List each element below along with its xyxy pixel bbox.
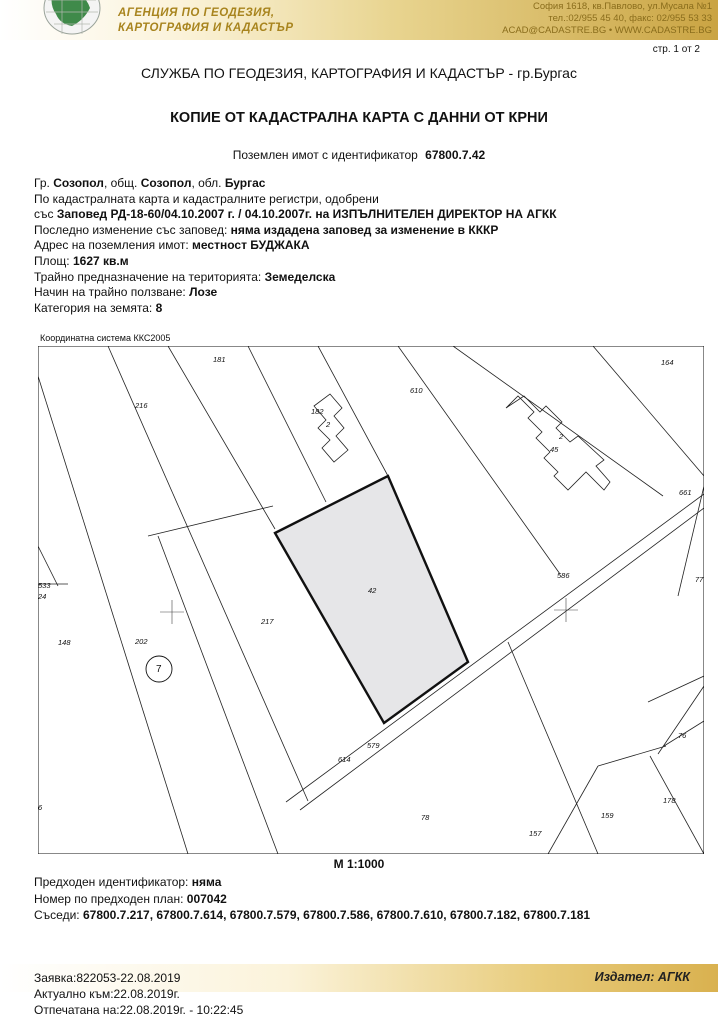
label-45: 45: [550, 445, 559, 454]
issuer: Издател: АГКК: [594, 970, 690, 984]
identifier-value: 67800.7.42: [425, 148, 486, 162]
order-line: със Заповед РД-18-60/04.10.2007 г. / 04.10.2007г. на ИЗПЪЛНИТЕЛЕН ДИРЕКТОР НА АГКК: [34, 207, 557, 222]
label-164: 164: [661, 358, 674, 367]
label-157: 157: [529, 829, 542, 838]
page-number: стр. 1 от 2: [652, 44, 700, 55]
agency-contact: [502, 1, 712, 37]
category-line: Категория на земята: 8: [34, 300, 163, 315]
label-77: 77: [695, 575, 704, 584]
contact-address: София 1618, кв.Павлово, ул.Мусала №1: [532, 1, 712, 12]
label-159: 159: [601, 811, 614, 820]
identifier-label: Поземлен имот с идентификатор: [232, 148, 418, 162]
label-614: 614: [338, 755, 351, 764]
document-title: КОПИЕ ОТ КАДАСТРАЛНА КАРТА С ДАННИ ОТ КРНИ: [170, 110, 548, 126]
location-line: Гр. Созопол, общ. Созопол, обл. Бургас: [34, 176, 266, 190]
footer-info: [34, 970, 243, 1018]
label-178: 178: [663, 796, 676, 805]
agency-name-line2: КАРТОГРАФИЯ И КАДАСТЪР: [118, 22, 294, 34]
label-24: 24: [38, 592, 47, 601]
building-45: [506, 396, 610, 490]
label-78: 78: [421, 813, 430, 822]
building-182: [314, 394, 348, 462]
label-76: 76: [678, 731, 687, 740]
label-661: 661: [679, 488, 692, 497]
label-building-45-floor: 2: [559, 432, 564, 441]
usage-line: Начин на трайно ползване: Лозе: [34, 285, 218, 300]
coordinate-system: Координатна система ККС2005: [40, 333, 171, 343]
label-6: 6: [38, 803, 43, 812]
label-building-182: 2: [326, 420, 331, 429]
label-148: 148: [58, 638, 71, 647]
prev-plan-line: Номер по предходен план: 007042: [34, 891, 227, 906]
circle-label: 7: [156, 664, 162, 675]
approved-line: По кадастралната карта и кадастралните регистри, одобрени: [34, 191, 379, 206]
label-586: 586: [557, 571, 570, 580]
property-info: [34, 176, 557, 316]
label-217: 217: [261, 617, 274, 626]
agency-name: [118, 6, 294, 36]
subject-parcel-42: [275, 476, 468, 723]
label-182: 182: [311, 407, 324, 416]
prev-id-line: Предходен идентификатор: няма: [34, 875, 222, 889]
map-scale: М 1:1000: [333, 857, 385, 871]
identifier-line: [0, 148, 718, 162]
label-579: 579: [367, 741, 380, 750]
agency-globe-logo: [40, 0, 104, 36]
agency-name-line1: АГЕНЦИЯ ПО ГЕОДЕЗИЯ,: [118, 7, 275, 19]
last-change-line: Последно изменение със заповед: няма издадена заповед за изменение в КККР: [34, 222, 499, 237]
printed-line: Отпечатана на:22.08.2019г. - 10:22:45: [34, 1003, 244, 1017]
additional-info: [34, 874, 590, 924]
area-line: Площ: 1627 кв.м: [34, 253, 129, 268]
label-533: 533: [38, 581, 51, 590]
label-181: 181: [213, 355, 226, 364]
label-202: 202: [135, 637, 148, 646]
request-line: Заявка:822053-22.08.2019: [34, 971, 181, 985]
contact-phone: тел.:02/955 45 40, факс: 02/955 53 33: [548, 13, 712, 24]
neighbours-line: Съседи: 67800.7.217, 67800.7.614, 67800.7.579, 67800.7.586, 67800.7.610, 67800.7.182, 67800.7.181: [34, 908, 591, 922]
address-line: Адрес на поземления имот: местност БУДЖАКА: [34, 238, 310, 253]
label-216: 216: [135, 401, 148, 410]
purpose-line: Трайно предназначение на територията: Земеделска: [34, 269, 336, 284]
current-line: Актуално към:22.08.2019г.: [34, 987, 180, 1001]
label-610: 610: [410, 386, 423, 395]
label-42: 42: [368, 586, 377, 595]
office-name: СЛУЖБА ПО ГЕОДЕЗИЯ, КАРТОГРАФИЯ И КАДАСТЪР - гр.Бургас: [141, 65, 577, 81]
contact-web: ACAD@CADASTRE.BG • WWW.CADASTRE.BG: [502, 25, 712, 36]
cadastral-map: [38, 346, 704, 854]
